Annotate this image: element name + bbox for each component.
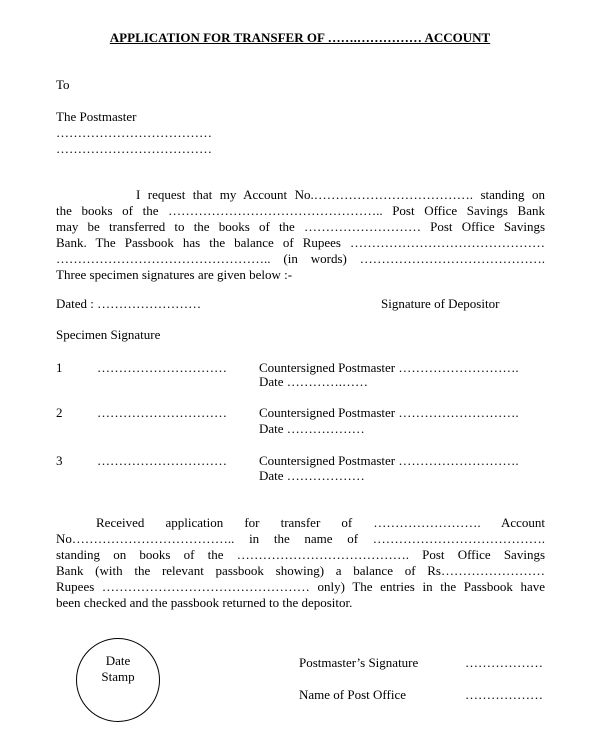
postmaster-signature-label: Postmaster’s Signature — [299, 655, 419, 670]
page-title: APPLICATION FOR TRANSFER OF …….…………… ACCOUNT — [109, 30, 491, 45]
request-line: the books of the ………………………………………….. Post Office Savings Bank — [56, 203, 545, 218]
address-line-1: ……………………………… — [56, 125, 212, 140]
depositor-signature-label: Signature of Depositor — [381, 296, 500, 311]
specimen-date: Date ………….…… — [259, 374, 369, 389]
request-line: ………………………………………….. (in words) ……………………………………. — [56, 251, 545, 266]
address-line-2: ……………………………… — [56, 141, 212, 156]
specimen-signature-dots: ………………………… — [97, 453, 227, 468]
dated-field: Dated : …………………… — [56, 296, 202, 311]
request-line: I request that my Account No.………………………………. standing on — [136, 187, 545, 202]
received-line: No……………………………….. in the name of …………………………………. — [56, 531, 545, 546]
post-office-name-dots: ……………… — [465, 687, 543, 702]
date-stamp-circle — [76, 638, 160, 722]
received-paragraph — [56, 515, 545, 611]
specimen-signature-label: Specimen Signature — [56, 327, 161, 342]
request-line: Three specimen signatures are given below :- — [56, 267, 293, 282]
countersigned-postmaster: Countersigned Postmaster ………………………. — [259, 360, 519, 375]
specimen-date: Date ……………… — [259, 421, 365, 436]
specimen-signature-dots: ………………………… — [97, 405, 227, 420]
countersigned-postmaster: Countersigned Postmaster ………………………. — [259, 405, 519, 420]
postmaster-label: The Postmaster — [56, 109, 137, 124]
request-line: may be transferred to the books of the ……………………… Post Office Savings — [56, 219, 545, 234]
to-label: To — [56, 77, 70, 92]
postmaster-signature-dots: ……………… — [465, 655, 543, 670]
request-paragraph — [56, 187, 545, 283]
received-line: Bank (with the relevant passbook showing) a balance of Rs…………………… — [56, 563, 545, 578]
specimen-number: 2 — [56, 405, 63, 420]
countersigned-postmaster: Countersigned Postmaster ………………………. — [259, 453, 519, 468]
received-line: Rupees ………………………………………… only) The entries in the Passbook have — [56, 579, 545, 594]
specimen-number: 1 — [56, 360, 63, 375]
specimen-number: 3 — [56, 453, 63, 468]
stamp-label: Stamp — [101, 669, 135, 684]
post-office-name-label: Name of Post Office — [299, 687, 406, 702]
specimen-signature-dots: ………………………… — [97, 360, 227, 375]
specimen-date: Date ……………… — [259, 468, 365, 483]
received-line: been checked and the passbook returned to the depositor. — [56, 595, 353, 610]
received-line: Received application for transfer of ……………………. Account — [96, 515, 545, 530]
request-line: Bank. The Passbook has the balance of Rupees ……………………………………… — [56, 235, 545, 250]
received-line: standing on books of the …………………………………. Post Office Savings — [56, 547, 545, 562]
stamp-date-label: Date — [105, 653, 131, 668]
